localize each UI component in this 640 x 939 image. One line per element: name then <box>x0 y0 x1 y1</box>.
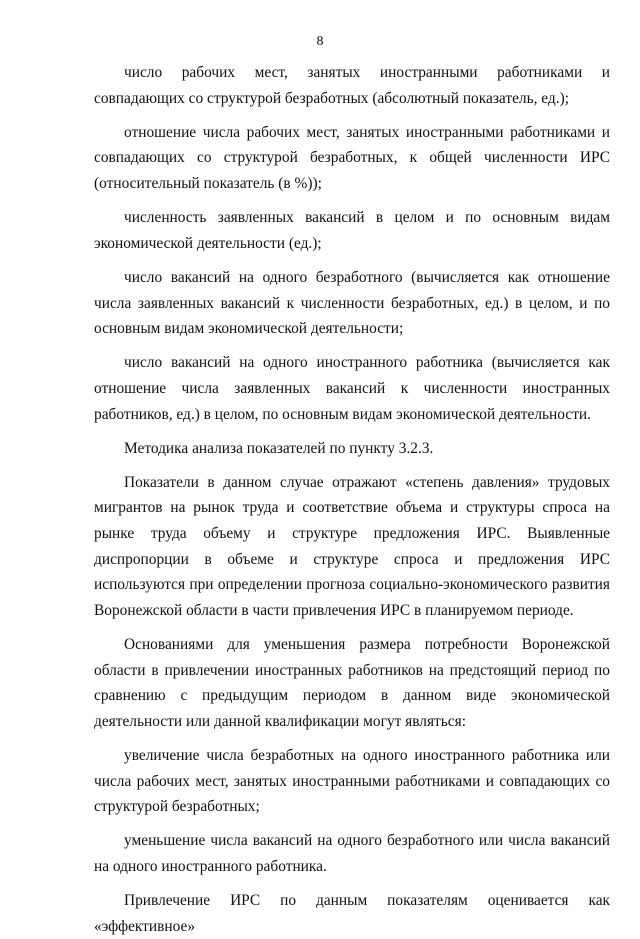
document-body <box>94 60 610 939</box>
paragraph-7: Показатели в данном случае отражают «степень давления» трудовых мигрантов на рынок труда и соответствие объема и структуры спроса на рынке труда объему и структуре предложения ИРС. Выявленные диспропорции в объеме и структуре спроса и предложения ИРС используются при определении прогноза социально-экономического развития Воронежской области в части привлечения ИРС в планируемом периоде. <box>94 473 610 619</box>
paragraph-6: Методика анализа показателей по пункту 3.2.3. <box>124 439 434 457</box>
paragraph-1: число рабочих мест, занятых иностранными работниками и совпадающих со структурой безработных (абсолютный показатель, ед.); <box>94 64 610 107</box>
paragraph-8: Основаниями для уменьшения размера потребности Воронежской области в привлечении иностранных работников на предстоящий период по сравнению с предыдущим периодом в данном виде экономической деятельности или данной квалификации могут являться: <box>94 636 610 730</box>
page-number: 8 <box>316 34 324 49</box>
paragraph-3: численность заявленных вакансий в целом и по основным видам экономической деятельности (ед.); <box>94 209 610 252</box>
paragraph-2: отношение числа рабочих мест, занятых иностранными работниками и совпадающих со структурой безработных, к общей численности ИРС (относительный показатель (в %)); <box>94 123 610 192</box>
paragraph-10: уменьшение числа вакансий на одного безработного или числа вакансий на одного иностранного работника. <box>94 832 610 875</box>
paragraph-9: увеличение числа безработных на одного иностранного работника или числа рабочих мест, занятых иностранными работниками и совпадающих со структурой безработных; <box>94 747 610 816</box>
paragraph-5: число вакансий на одного иностранного работника (вычисляется как отношение числа заявленных вакансий к численности иностранных работников, ед.) в целом, по основным видам экономической деятельности. <box>94 354 610 423</box>
paragraph-11: Привлечение ИРС по данным показателям оценивается как «эффективное» <box>94 892 610 935</box>
paragraph-4: число вакансий на одного безработного (вычисляется как отношение числа заявленных вакансий к численности безработных, ед.) в целом, и по основным видам экономической деятельности; <box>94 268 610 338</box>
